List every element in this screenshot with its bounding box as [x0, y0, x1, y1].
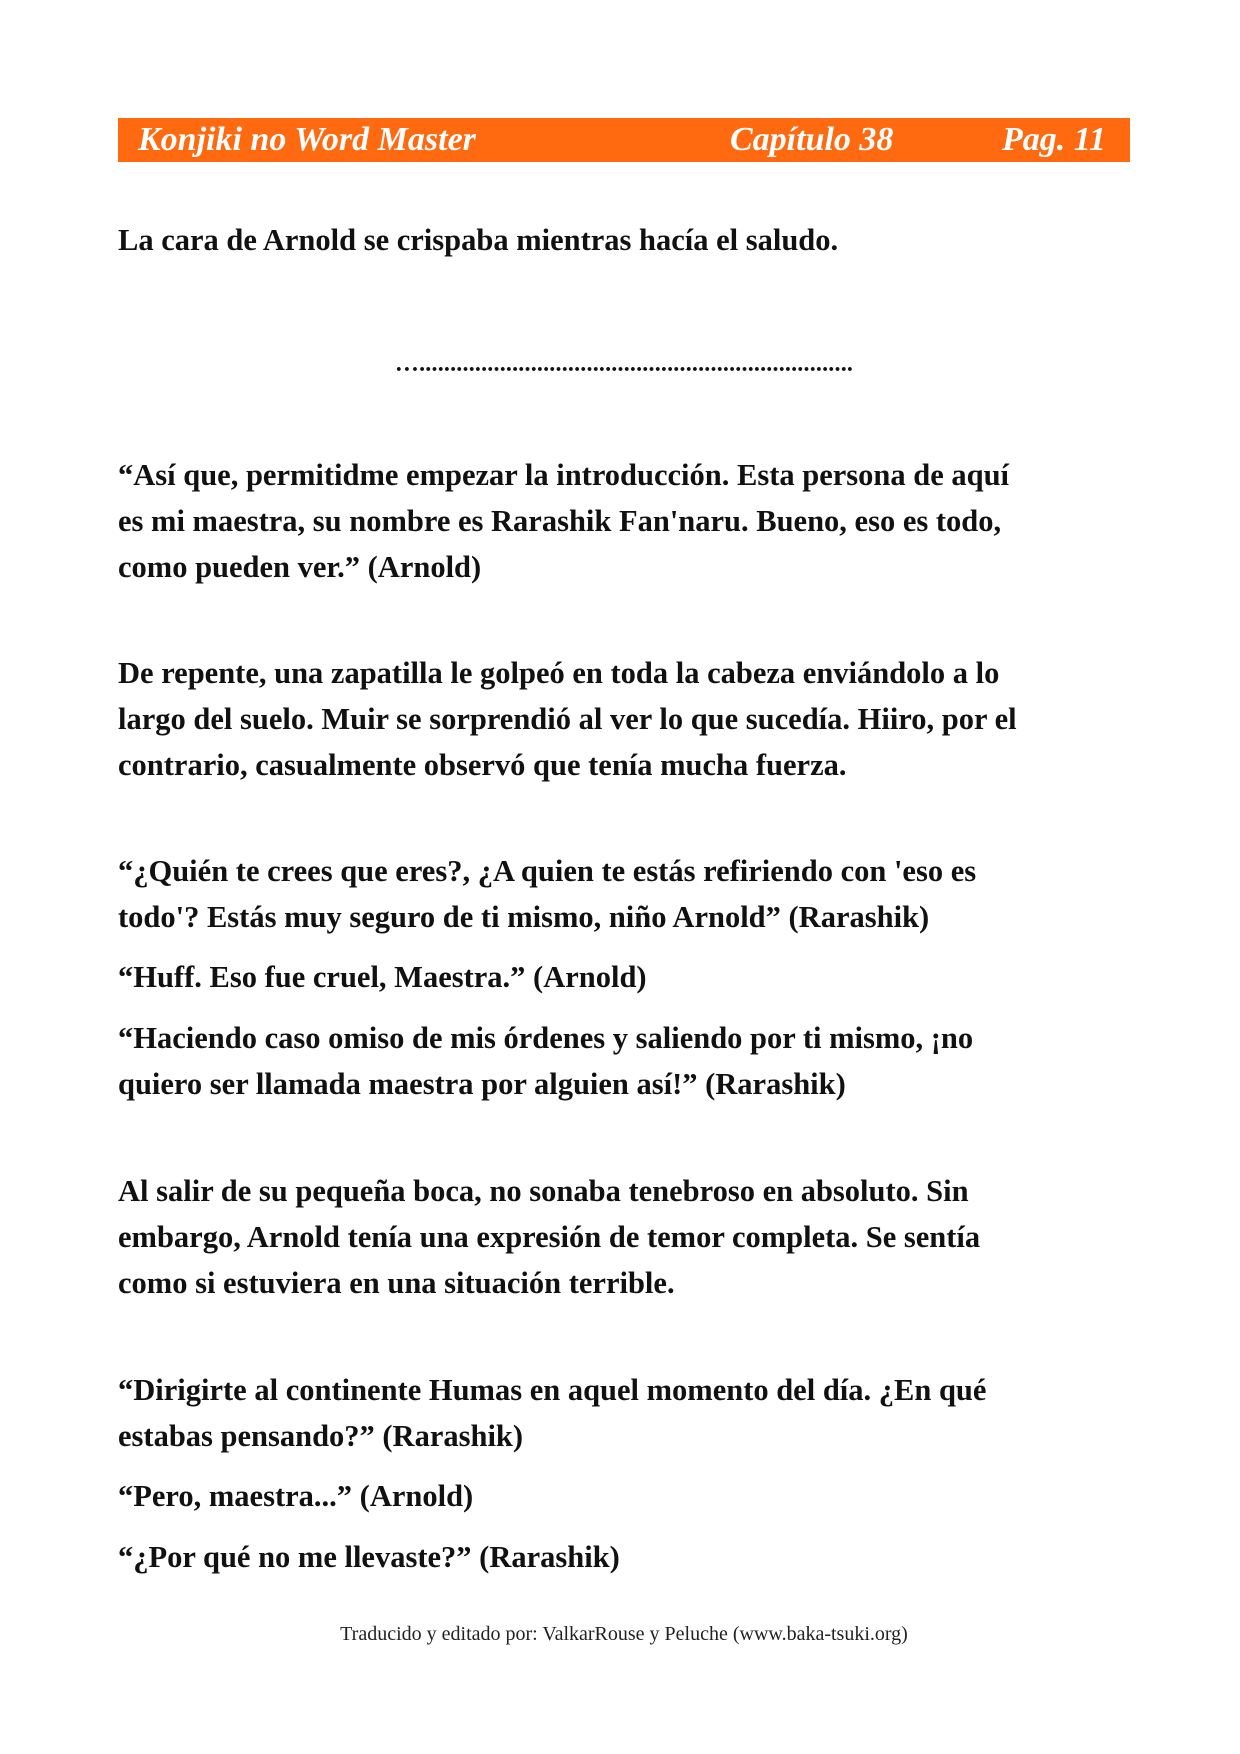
text-line: quiero ser llamada maestra por alguien así!” (Rarashik)	[118, 1067, 846, 1101]
text-line: De repente, una zapatilla le golpeó en toda la cabeza enviándolo a lo	[118, 656, 1000, 690]
text-line: es mi maestra, su nombre es Rarashik Fan'naru. Bueno, eso es todo,	[118, 504, 1002, 538]
paragraph-9	[118, 1473, 1128, 1519]
paragraph-6	[118, 1015, 1128, 1107]
text-line: todo'? Estás muy seguro de ti mismo, niño Arnold” (Rarashik)	[118, 900, 930, 934]
text-line: “Pero, maestra...” (Arnold)	[118, 1479, 474, 1513]
paragraph-3	[118, 650, 1128, 788]
text-line: embargo, Arnold tenía una expresión de temor completa. Se sentía	[118, 1220, 981, 1254]
header-chapter: Capítulo 38	[730, 121, 894, 158]
page-footer-credits: Traducido y editado por: ValkarRouse y Peluche (www.baka-tsuki.org)	[340, 1623, 908, 1645]
text-line: largo del suelo. Muir se sorprendió al ver lo que sucedía. Hiiro, por el	[118, 702, 1017, 736]
paragraph-8	[118, 1367, 1128, 1459]
page-header	[118, 118, 1130, 162]
text-line: contrario, casualmente observó que tenía mucha fuerza.	[118, 748, 847, 782]
paragraph-10	[118, 1534, 1128, 1580]
scene-separator: …......................................................................	[394, 351, 854, 377]
text-line: estabas pensando?” (Rarashik)	[118, 1419, 524, 1453]
text-line: “Huff. Eso fue cruel, Maestra.” (Arnold)	[118, 960, 647, 994]
paragraph-5	[118, 954, 1128, 1000]
paragraph-4	[118, 848, 1128, 940]
text-line: Al salir de su pequeña boca, no sonaba tenebroso en absoluto. Sin	[118, 1174, 969, 1208]
header-book-title: Konjiki no Word Master	[138, 121, 476, 158]
text-line: La cara de Arnold se crispaba mientras hacía el saludo.	[118, 223, 839, 257]
text-line: “Haciendo caso omiso de mis órdenes y saliendo por ti mismo, ¡no	[118, 1021, 974, 1055]
text-line: “¿Quién te crees que eres?, ¿A quien te estás refiriendo con 'eso es	[118, 854, 977, 888]
paragraph-2	[118, 452, 1128, 590]
header-page-number: Pag. 11	[1002, 121, 1106, 158]
text-line: “¿Por qué no me llevaste?” (Rarashik)	[118, 1540, 620, 1574]
paragraph-7	[118, 1168, 1128, 1306]
text-line: “Dirigirte al continente Humas en aquel momento del día. ¿En qué	[118, 1373, 987, 1407]
paragraph-1	[118, 217, 1128, 263]
text-line: como si estuviera en una situación terrible.	[118, 1266, 675, 1300]
text-line: como pueden ver.” (Arnold)	[118, 550, 482, 584]
text-line: “Así que, permitidme empezar la introducción. Esta persona de aquí	[118, 458, 1010, 492]
